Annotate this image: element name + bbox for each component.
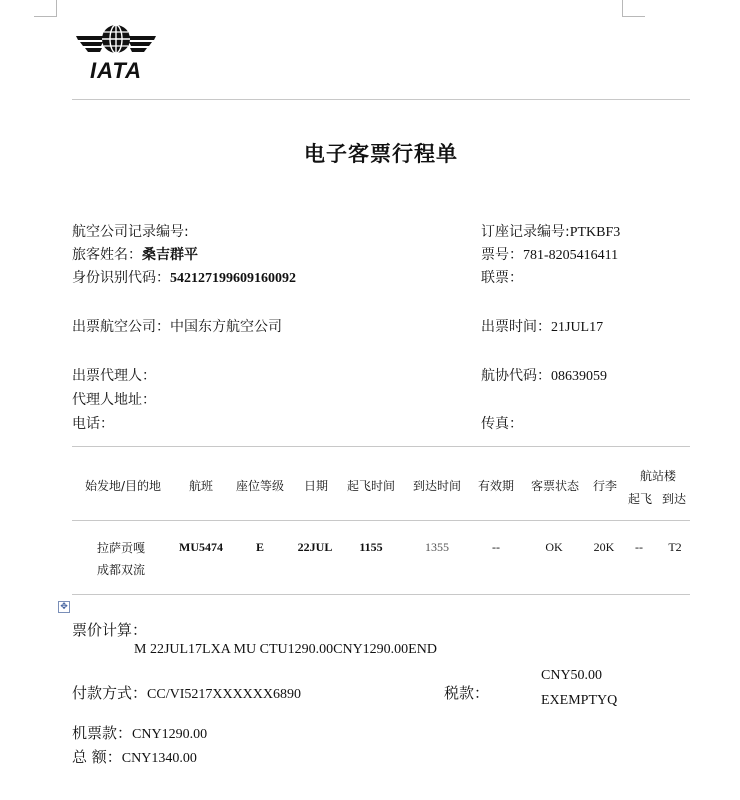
td-dep-time: 1155	[359, 540, 383, 554]
ticket-no-value: 781-8205416411	[523, 248, 619, 263]
ticket-fare-label: 机票款：	[72, 724, 133, 742]
booking-ref-value: PTKBF3	[569, 225, 621, 240]
td-baggage: 20K	[593, 540, 615, 554]
issuing-airline-label: 出票航空公司：	[72, 319, 170, 335]
total-value: CNY1340.00	[121, 751, 197, 766]
id-label: 身份识别代码：	[72, 270, 170, 286]
issue-time-value: 21JUL17	[551, 320, 604, 335]
ticket-fare-row	[72, 722, 207, 743]
iata-code-label: 航协代码：	[481, 368, 551, 384]
td-status: OK	[545, 540, 563, 554]
fare-calc-label: 票价计算：	[72, 621, 148, 639]
total-label: 总 额：	[72, 748, 122, 766]
total-row	[72, 746, 197, 767]
th-status: 客票状态	[530, 479, 579, 493]
passenger-row	[72, 244, 198, 264]
phone-row	[72, 413, 114, 433]
agent-address-label: 代理人地址：	[72, 392, 156, 408]
td-destination: 成都双流	[97, 563, 146, 577]
page-corner-mark-right	[622, 0, 645, 17]
agent-label: 出票代理人：	[72, 368, 156, 384]
booking-ref-row	[481, 221, 620, 241]
th-class: 座位等级	[235, 479, 284, 493]
tax-label: 税款：	[444, 684, 490, 702]
tax-line-2: EXEMPTYQ	[541, 693, 618, 708]
th-date: 日期	[303, 479, 328, 493]
issuing-airline-row	[72, 316, 282, 336]
td-terminal-arr: T2	[668, 540, 682, 554]
th-terminal-arr: 到达	[661, 492, 686, 506]
header-divider	[72, 99, 690, 100]
td-date: 22JUL	[297, 540, 333, 554]
payment-label: 付款方式：	[72, 684, 148, 702]
td-origin: 拉萨贡嘎	[97, 541, 146, 555]
agent-row	[72, 365, 156, 385]
td-flight: MU5474	[179, 540, 223, 554]
iata-logo-text: IATA	[89, 58, 143, 83]
agent-address-row	[72, 389, 156, 409]
airline-record-label: 航空公司记录编号:	[72, 224, 189, 240]
fax-row	[481, 413, 523, 433]
page-title: 电子客票行程单	[304, 142, 458, 166]
th-arr-time: 到达时间	[412, 479, 461, 493]
payment-value: CC/VI5217XXXXXX6890	[147, 687, 302, 702]
table-bottom-rule	[72, 594, 690, 595]
td-class: E	[255, 540, 264, 554]
th-dep-time: 起飞时间	[346, 479, 395, 493]
th-terminal: 航站楼	[639, 469, 676, 483]
phone-label: 电话：	[72, 416, 114, 432]
th-route: 始发地/目的地	[84, 479, 162, 493]
table-header-rule	[72, 520, 690, 521]
tax-line-1: CNY50.00	[541, 668, 603, 683]
td-arr-time: 1355	[425, 540, 449, 554]
th-validity: 有效期	[477, 479, 514, 493]
td-terminal-dep: --	[635, 540, 643, 554]
conjunction-label: 联票：	[481, 270, 523, 286]
td-validity: --	[492, 540, 500, 554]
ticket-no-row	[481, 244, 618, 264]
th-flight: 航班	[188, 479, 213, 493]
iata-logo	[74, 22, 158, 82]
passenger-name: 桑吉群平	[142, 247, 198, 263]
page-corner-mark-left	[34, 0, 57, 17]
fare-calc-value: M 22JUL17LXA MU CTU1290.00CNY1290.00END	[134, 642, 437, 657]
airline-record-row	[72, 221, 189, 241]
booking-ref-label: 订座记录编号:	[481, 224, 570, 240]
globe-wings-icon	[74, 22, 158, 60]
issue-time-label: 出票时间：	[481, 319, 551, 335]
iata-code-row	[481, 365, 607, 385]
iata-code-value: 08639059	[551, 369, 607, 384]
ticket-no-label: 票号：	[481, 247, 523, 263]
issue-time-row	[481, 316, 603, 336]
conjunction-row	[481, 267, 523, 287]
id-value: 542127199609160092	[170, 271, 296, 286]
passenger-label: 旅客姓名：	[72, 247, 142, 263]
th-terminal-dep: 起飞	[627, 492, 652, 506]
th-baggage: 行李	[592, 479, 617, 493]
payment-row	[72, 682, 301, 703]
issuing-airline-value: 中国东方航空公司	[170, 319, 282, 335]
fax-label: 传真：	[481, 416, 523, 432]
ticket-fare-value: CNY1290.00	[132, 727, 208, 742]
table-top-rule	[72, 446, 690, 447]
table-move-handle-icon[interactable]: ✥	[58, 601, 70, 613]
id-row	[72, 267, 296, 287]
